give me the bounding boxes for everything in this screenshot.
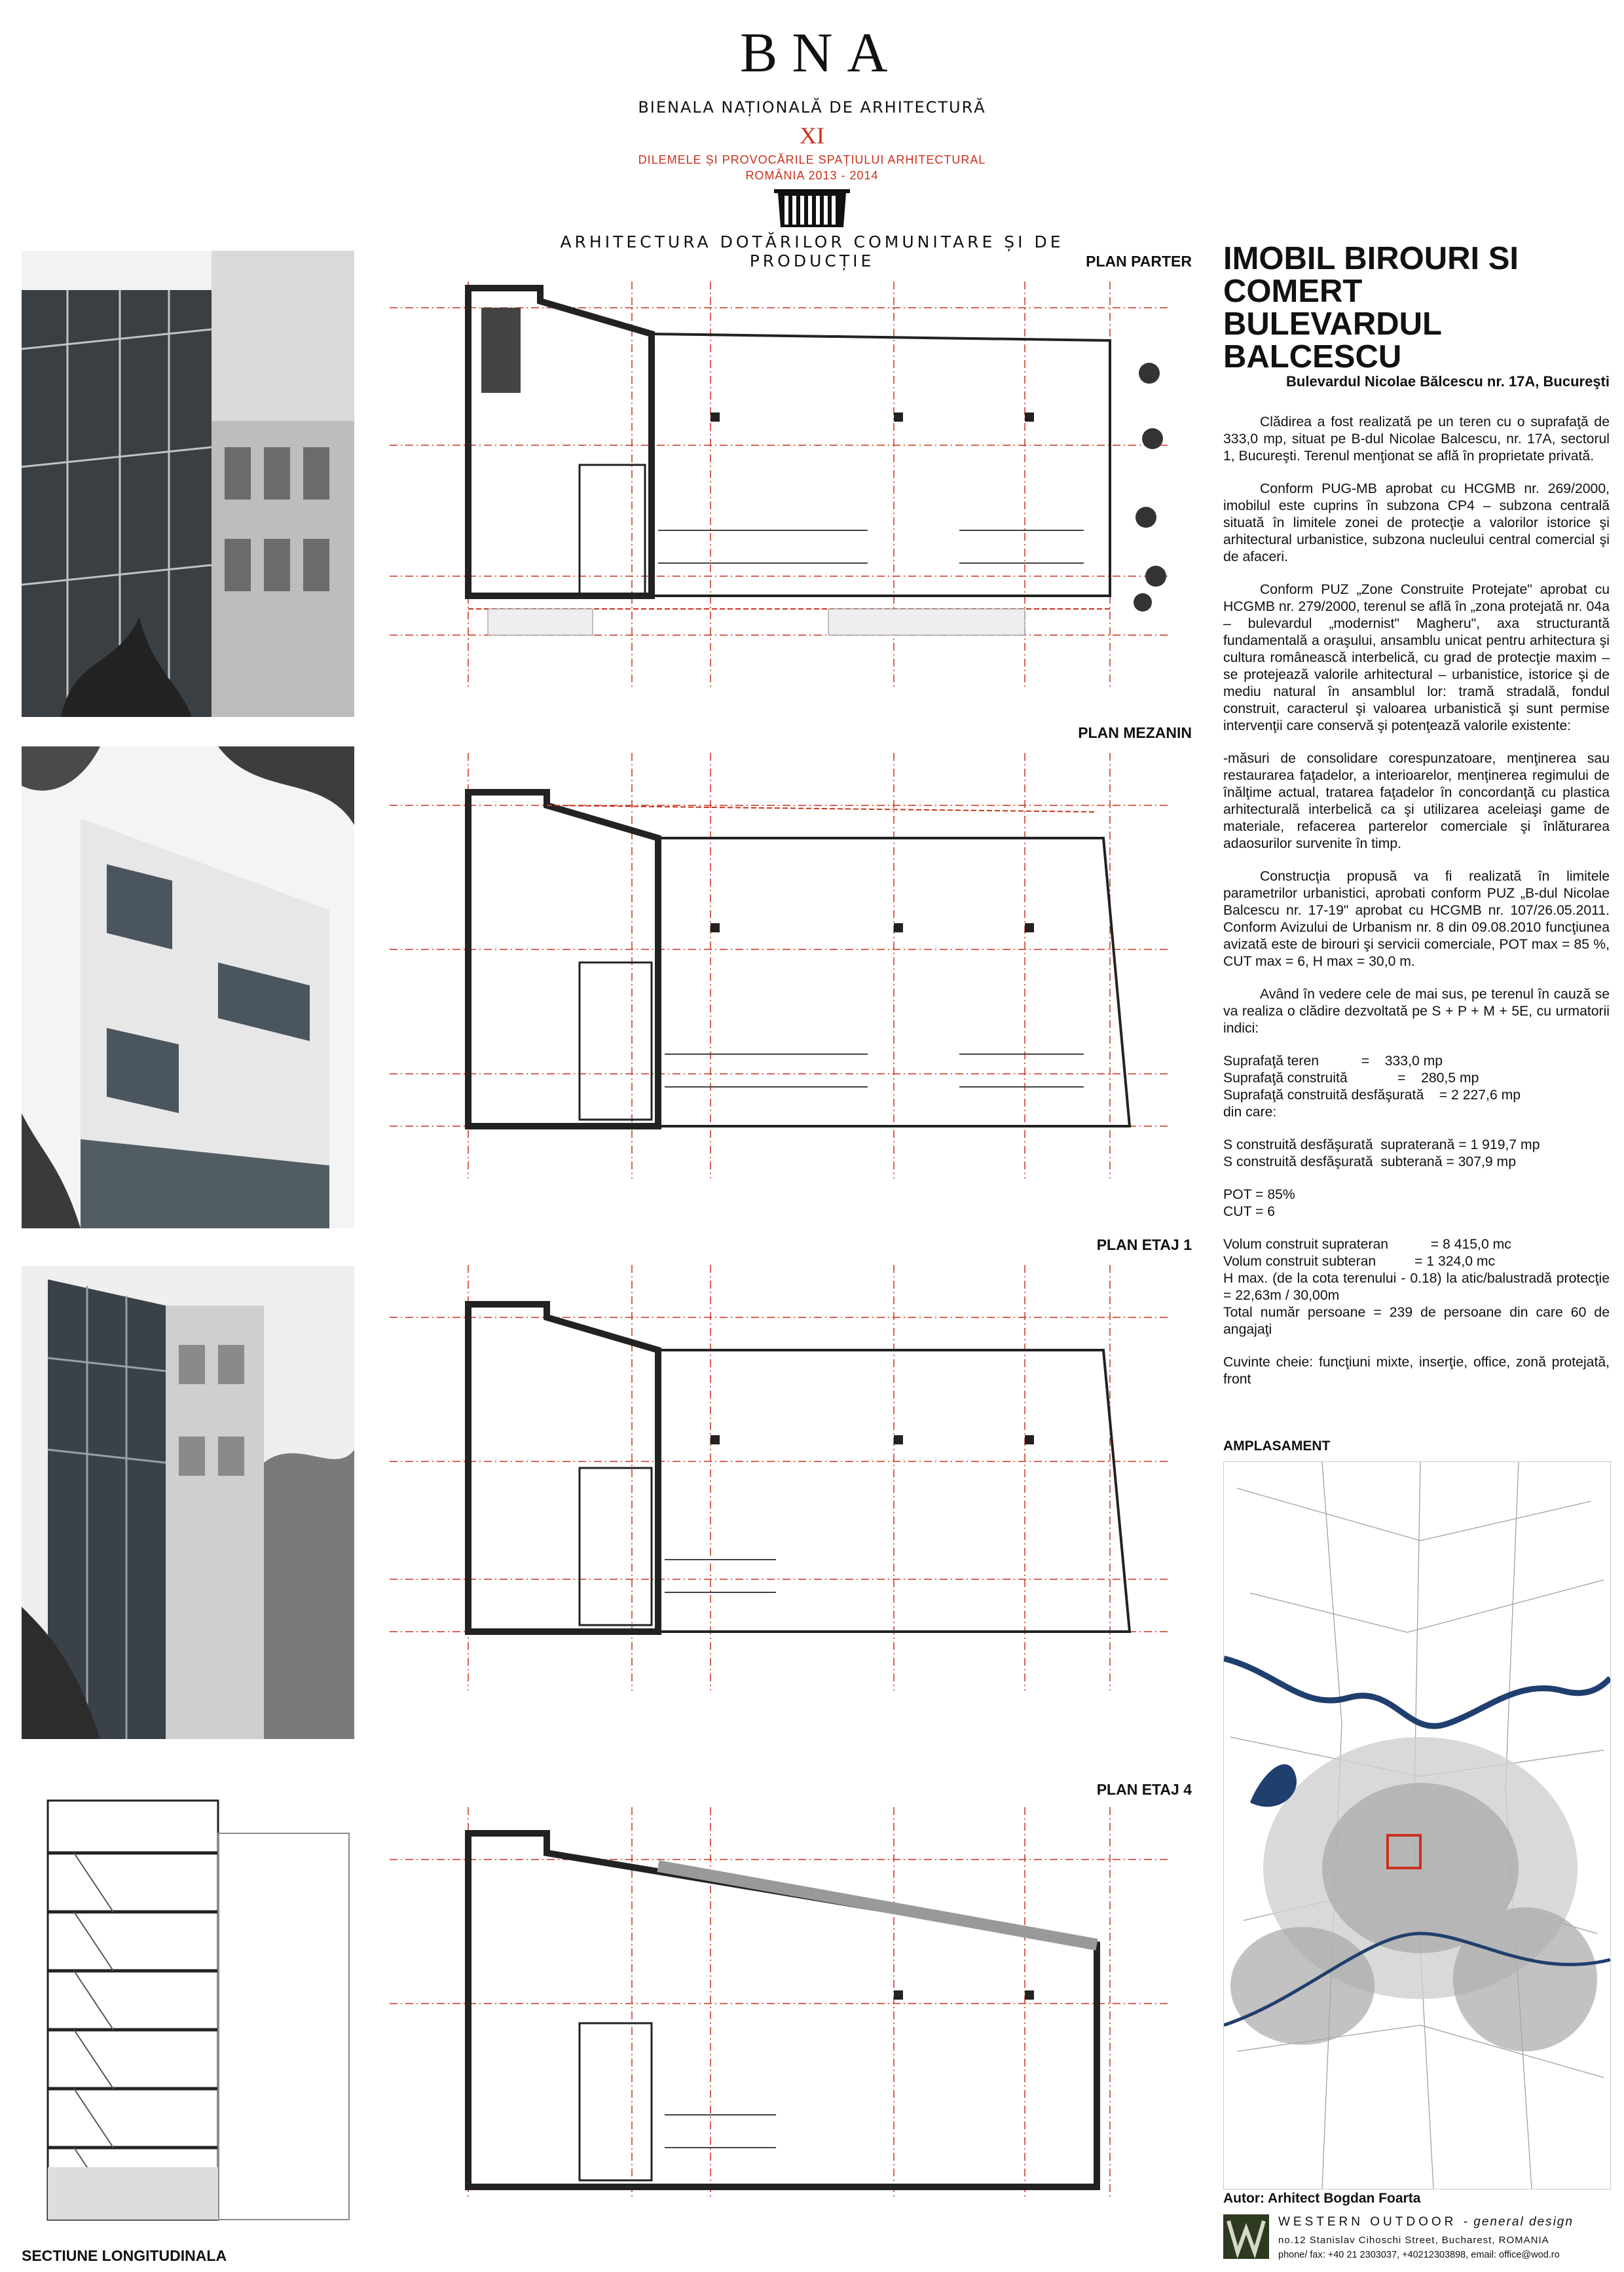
- stat-line: din care:: [1223, 1105, 1277, 1120]
- amplasament-label: AMPLASAMENT: [1223, 1438, 1331, 1454]
- author: Autor: Arhitect Bogdan Foarta: [1223, 2191, 1421, 2206]
- stat-line: H max. (de la cota terenului - 0.18) la atic/balustradă protecţie = 22,63m / 30,00m: [1223, 1271, 1610, 1303]
- company-contact: phone/ fax: +40 21 2303037, +40212303898, email: office@wod.ro: [1278, 2250, 1560, 2260]
- plan-label-mezanin: PLAN MEZANIN: [1078, 724, 1192, 741]
- stat-line: Volum construit suprateran = 8 415,0 mc: [1223, 1237, 1511, 1252]
- bna-logo: BNA: [740, 21, 902, 84]
- plan-label-etaj-4: PLAN ETAJ 4: [1096, 1781, 1192, 1798]
- project-address: Bulevardul Nicolae Bălcescu nr. 17A, Bucureşti: [1286, 373, 1610, 390]
- stat-line: Total număr persoane = 239 de persoane din care 60 de angajaţi: [1223, 1305, 1610, 1337]
- description-paragraph: Având în vedere cele de mai sus, pe terenul în cauză se va realiza o clădire dezvoltată pe S + P + M + 5E, cu urmatorii indici:: [1223, 987, 1610, 1036]
- facade-photo-1: [22, 251, 354, 717]
- section-category: ARHITECTURA DOTĂRILOR COMUNITARE ȘI DE PRODUCȚIE: [560, 232, 1064, 270]
- project-title-line1: IMOBIL BIROURI SI COMERT: [1223, 241, 1519, 309]
- company-address: no.12 Stanislav Cihoschi Street, Bucharest, ROMANIA: [1278, 2235, 1549, 2246]
- site-location-map: [1223, 1461, 1611, 2190]
- project-description: [1223, 242, 1610, 1388]
- facade-photo-3: [22, 1266, 354, 1739]
- stat-line: POT = 85%: [1223, 1187, 1295, 1202]
- company-name-text: WESTERN OUTDOOR: [1278, 2215, 1457, 2229]
- project-title-line2: BULEVARDUL BALCESCU: [1223, 306, 1442, 375]
- description-paragraph: Conform PUG-MB aprobat cu HCGMB nr. 269/2000, imobilul este cuprins în subzona CP4 – subzona centrală situată în limitele zonei de protecţie a valorilor istorice şi arhitectural urbanistice, subzona nucleului central comercial şi de afaceri.: [1223, 481, 1610, 564]
- keywords: Cuvinte cheie: funcţiuni mixte, inserţie, office, zonă protejată, front: [1223, 1355, 1610, 1387]
- description-paragraph: Conform PUZ „Zone Construite Protejate" aprobat cu HCGMB nr. 279/2000, terenul se află în „zona protejată nr. 04a – bulevardul „modernist" Magheru", axa structurantă fundamentală a oraşului, ansamblu unicat pentru arhitectura şi cultura românească interbelică, cu grad de protecţie maxim – se protejează valorile arhitectural – urbanistice, istorice şi de mediu natural în ansamblul lor: tramă stradală, fondul construit, caracterul şi valoarea urbanistică şi sunt permise intervenţii care conservă şi potenţează valorile existente:: [1223, 582, 1610, 733]
- company-tag: - general design: [1463, 2215, 1574, 2229]
- section-label: SECTIUNE LONGITUDINALA: [22, 2247, 227, 2264]
- bna-org-name: BIENALA NAȚIONALĂ DE ARHITECTURĂ: [638, 98, 986, 117]
- plan-label-parter: PLAN PARTER: [1086, 253, 1192, 270]
- stat-line: Suprafaţă teren = 333,0 mp: [1223, 1054, 1443, 1069]
- stat-line: Volum construit subteran = 1 324,0 mc: [1223, 1254, 1496, 1269]
- section-drawing: [22, 1761, 354, 2239]
- plan-label-etaj-1: PLAN ETAJ 1: [1096, 1236, 1192, 1253]
- company-name: [1278, 2215, 1574, 2229]
- stat-line: CUT = 6: [1223, 1204, 1276, 1219]
- western-outdoor-logo-icon: [1223, 2214, 1269, 2259]
- description-paragraph: Clădirea a fost realizată pe un teren cu o suprafaţă de 333,0 mp, situat pe B-dul Nicolae Balcescu, nr. 17A, sectorul 1, Bucureşti. Terenul menţionat se află în proprietate privată.: [1223, 414, 1610, 464]
- bna-building-mark-icon: [773, 187, 851, 229]
- plan-parter-drawing: [370, 268, 1192, 707]
- plan-etaj-4-drawing: [370, 1794, 1192, 2213]
- stat-line: Suprafaţă construită desfăşurată = 2 227,6 mp: [1223, 1088, 1521, 1103]
- bna-years: ROMÂNIA 2013 - 2014: [745, 169, 879, 182]
- description-paragraph: -măsuri de consolidare corespunzatoare, menţinerea sau restaurarea faţadelor, a interioarelor, menţinerea regimului de înălţime actual, tratarea faţadelor în concordanţă cu plastica arhitecturală interbelică ca şi utilizarea aceleiaşi game de materiale, refacerea parterelor comerciale şi înlăturarea adaosurilor survenite în timp.: [1223, 751, 1610, 851]
- stat-line: Suprafaţă construită = 280,5 mp: [1223, 1071, 1479, 1086]
- bna-edition: XI: [800, 122, 824, 149]
- stat-line: S construită desfăşurată supraterană = 1 919,7 mp: [1223, 1137, 1540, 1152]
- facade-photo-2: [22, 746, 354, 1228]
- plan-etaj-1-drawing: [370, 1252, 1192, 1710]
- stat-line: S construită desfăşurată subterană = 307,9 mp: [1223, 1154, 1516, 1169]
- description-paragraph: Construcţia propusă va fi realizată în limitele parametrilor urbanistici, aprobati conform PUZ „B-dul Nicolae Balcescu nr. 17-19" aprobat cu HCGMB nr. 107/26.05.2011. Conform Avizului de Urbanism nr. 8 din 09.08.2010 funcţiunea avizată este de birouri şi servicii comerciale, POT max = 85 %, CUT max = 6, H max = 30,0 m.: [1223, 869, 1610, 969]
- plan-mezanin-drawing: [370, 740, 1192, 1198]
- bna-theme: DILEMELE ȘI PROVOCĂRILE SPAȚIULUI ARHITECTURAL: [638, 153, 986, 166]
